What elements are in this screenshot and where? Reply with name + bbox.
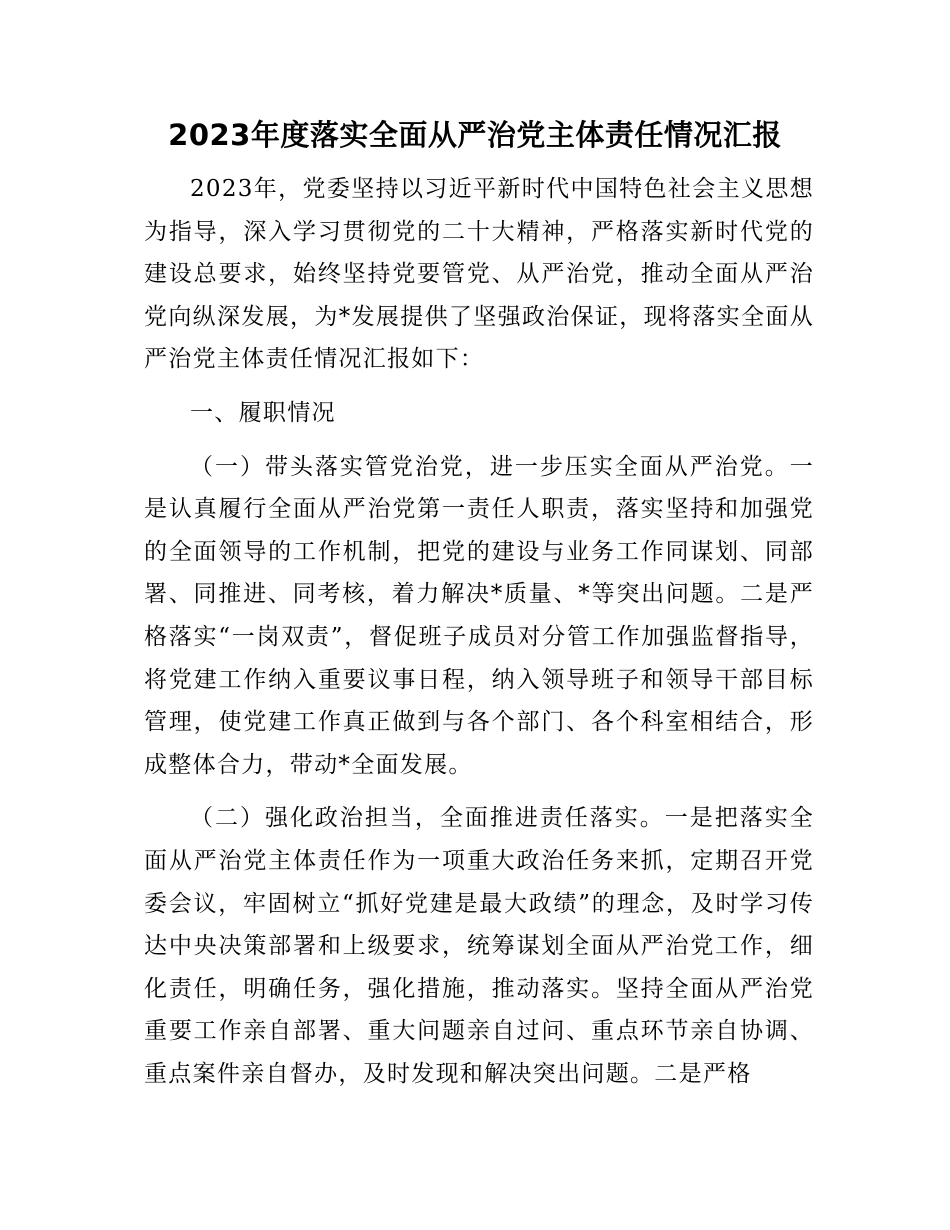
body-paragraph-1: （一）带头落实管党治党，进一步压实全面从严治党。一是认真履行全面从严治党第一责任人职责，落实坚持和加强党的全面领导的工作机制，把党的建设与业务工作同谋划、同部署、同推进、同考核，着力解决*质量、*等突出问题。二是严格落实“一岗双责”，督促班子成员对分管工作加强监督指导，将党建工作纳入重要议事日程，纳入领导班子和领导干部目标管理，使党建工作真正做到与各个部门、各个科室相结合，形成整体合力，带动*全面发展。	[144, 453, 814, 778]
body-paragraph-2: （二）强化政治担当，全面推进责任落实。一是把落实全面从严治党主体责任作为一项重大政治任务来抓，定期召开党委会议，牢固树立“抓好党建是最大政绩”的理念，及时学习传达中央决策部署和上级要求，统筹谋划全面从严治党工作，细化责任，明确任务，强化措施，推动落实。坚持全面从严治党重要工作亲自部署、重大问题亲自过问、重点环节亲自协调、重点案件亲自督办，及时发现和解决突出问题。二是严格	[144, 805, 814, 1087]
document-body	[144, 168, 814, 1095]
section-heading: 一、履职情况	[190, 399, 336, 426]
document-title: 2023年度落实全面从严治党主体责任情况汇报	[168, 118, 782, 152]
intro-paragraph: 2023年，党委坚持以习近平新时代中国特色社会主义思想为指导，深入学习贯彻党的二十大精神，严格落实新时代党的建设总要求，始终坚持党要管党、从严治党，推动全面从严治党向纵深发展，为*发展提供了坚强政治保证，现将落实全面从严治党主体责任情况汇报如下：	[144, 176, 814, 373]
